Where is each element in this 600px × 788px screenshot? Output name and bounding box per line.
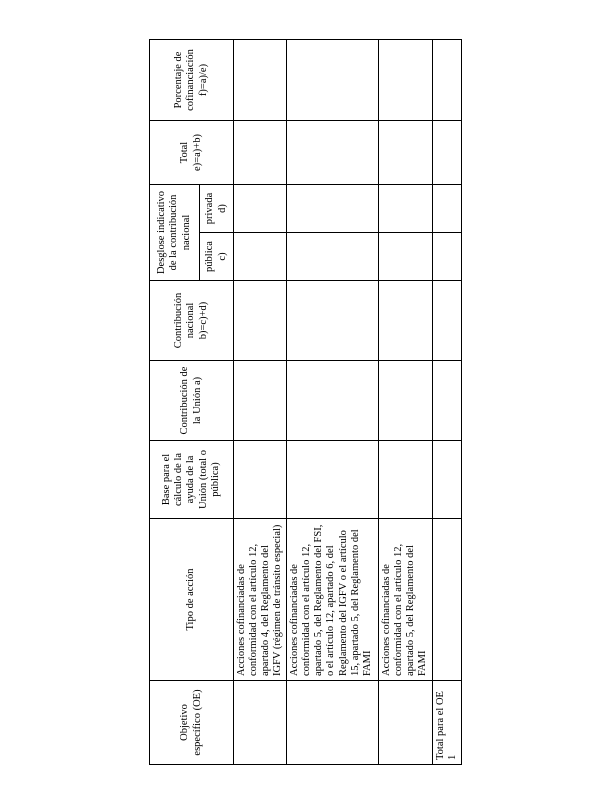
total-row [433, 39, 462, 764]
empty-cell [433, 361, 462, 441]
empty-cell [379, 361, 433, 441]
empty-cell [287, 120, 379, 184]
header-union-contribution: Contribución de la Unión a) [150, 361, 234, 441]
objective-cell [379, 681, 433, 765]
empty-cell [379, 39, 433, 120]
empty-cell [379, 441, 433, 519]
objective-cell [234, 681, 287, 765]
header-objective: Objetivo específico (OE) [150, 681, 234, 765]
empty-cell [287, 281, 379, 361]
table-row [379, 39, 433, 764]
empty-cell [433, 233, 462, 281]
header-public: pública c) [200, 233, 234, 281]
empty-cell [287, 233, 379, 281]
empty-cell [234, 184, 287, 232]
empty-cell [433, 120, 462, 184]
objective-cell [287, 681, 379, 765]
empty-cell [234, 281, 287, 361]
empty-cell [287, 184, 379, 232]
empty-cell [433, 39, 462, 120]
empty-cell [234, 361, 287, 441]
empty-cell [287, 361, 379, 441]
header-private: privada d) [200, 184, 234, 232]
empty-cell [433, 281, 462, 361]
empty-cell [379, 233, 433, 281]
empty-cell [379, 281, 433, 361]
empty-cell [433, 184, 462, 232]
header-breakdown: Desglose indicativo de la contribución nacional [150, 184, 200, 280]
table-row [287, 39, 379, 764]
empty-cell [433, 519, 462, 681]
header-base: Base para el cálculo de la ayuda de la Unión (total o pública) [150, 441, 234, 519]
empty-cell [287, 39, 379, 120]
table-row [234, 39, 287, 764]
action-type-cell: Acciones cofinanciadas de conformidad con el artículo 12, apartado 5, del Reglamento del FAMI [379, 519, 433, 681]
empty-cell [433, 441, 462, 519]
cofinancing-table [149, 39, 462, 765]
rotated-table-wrapper [149, 40, 459, 765]
empty-cell [234, 39, 287, 120]
header-cofinancing-rate: Porcentaje de cofinanciación f)=a)/e) [150, 39, 234, 120]
empty-cell [234, 233, 287, 281]
empty-cell [234, 441, 287, 519]
empty-cell [379, 120, 433, 184]
empty-cell [234, 120, 287, 184]
header-total: Total e)=a)+b) [150, 120, 234, 184]
header-national-contribution: Contribución nacional b)=c)+d) [150, 281, 234, 361]
action-type-cell: Acciones cofinanciadas de conformidad con el artículo 12, apartado 4, del Reglamento del IGFV (régimen de tránsito especial) [234, 519, 287, 681]
empty-cell [287, 441, 379, 519]
empty-cell [379, 184, 433, 232]
header-action-type: Tipo de acción [150, 519, 234, 681]
action-type-cell: Acciones cofinanciadas de conformidad con el artículo 12, apartado 5, del Reglamento del FSI, o el artículo 12, apartado 6, del Reglamento del IGFV o el artículo 15, apartado 5, del Reglamento del FAMI [287, 519, 379, 681]
total-label: Total para el OE 1 [433, 681, 462, 765]
